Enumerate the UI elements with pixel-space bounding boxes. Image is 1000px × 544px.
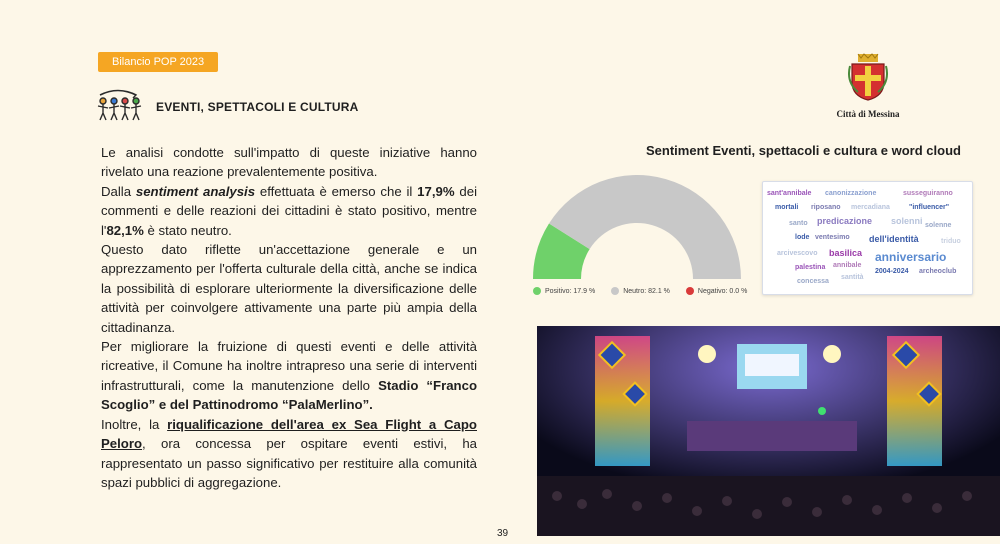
chart-title: Sentiment Eventi, spettacoli e cultura e word cloud <box>646 143 961 158</box>
legend-dot <box>686 287 694 295</box>
legend-label: Neutro: 82.1 % <box>623 287 670 295</box>
word-cloud-term: santo <box>789 220 808 227</box>
paragraph-2: Dalla sentiment analysis effettuata è emerso che il 17,9% dei commenti e delle reazioni dei cittadini è stato positivo, mentre l'82,1% è stato neutro. <box>101 183 477 238</box>
legend-item-positivo <box>533 287 595 295</box>
word-cloud-term: lode <box>795 234 810 241</box>
word-cloud-term: archeoclub <box>919 268 957 275</box>
crest-icon <box>848 52 888 102</box>
body-text <box>101 143 477 492</box>
legend-dot <box>533 287 541 295</box>
word-cloud-term: sant'annibale <box>767 190 812 197</box>
word-cloud-term: riposano <box>811 204 841 211</box>
legend-dot <box>611 287 619 295</box>
sentiment-gauge <box>530 168 754 284</box>
word-cloud-term: predicazione <box>817 216 873 226</box>
word-cloud-term: mercadiana <box>851 204 890 211</box>
paragraph-1: Le analisi condotte sull'impatto di queste iniziative hanno rivelato una reazione prevalentemente positiva. <box>101 145 477 180</box>
word-cloud-term: mortali <box>775 204 799 211</box>
legend-label: Positivo: 17.9 % <box>545 287 596 295</box>
word-cloud-term: anniversario <box>875 250 947 264</box>
word-cloud-term: annibale <box>833 262 862 269</box>
word-cloud-term: basilica <box>829 248 863 258</box>
people-icon <box>94 86 142 127</box>
paragraph-3: Questo dato riflette un'accettazione generale e un apprezzamento per l'offerta culturale della città, anche se indica la possibilità di esplorare ulteriormente la diversificazione delle attività per coinvolgere attivamente una parte più ampia della cittadinanza. <box>101 242 477 335</box>
word-cloud-term: susseguiranno <box>903 190 953 197</box>
legend-item-negativo <box>686 287 747 295</box>
legend-label: Negativo: 0.0 % <box>697 287 748 295</box>
word-cloud-term: palestina <box>795 264 826 271</box>
word-cloud-term: dell'identità <box>869 234 919 244</box>
word-cloud-term: concessa <box>797 278 829 285</box>
word-cloud-term: 2004-2024 <box>875 268 909 275</box>
paragraph-5: Inoltre, la riqualificazione dell'area ex Sea Flight a Capo Peloro, ora concessa per ospitare eventi estivi, ha rappresentato un passo significativo per restituire alla comunità spazi pubblici di aggregazione. <box>101 416 477 490</box>
word-cloud-term: santità <box>841 274 864 281</box>
report-badge: Bilancio POP 2023 <box>98 52 218 72</box>
word-cloud-term: solenni <box>891 216 923 226</box>
page-number: 39 <box>497 528 509 539</box>
legend-item-neutro <box>611 287 670 295</box>
gauge-legend <box>533 287 747 295</box>
word-cloud-term: ventesimo <box>815 234 850 241</box>
word-cloud <box>762 181 973 295</box>
paragraph-4: Per migliorare la fruizione di questi eventi e delle attività ricreative, il Comune ha inoltre intrapreso una serie di interventi infrastrutturali, come la manutenzione dello Stadio “Franco Scoglio” e del Pattinodromo “PalaMerlino”. <box>101 339 477 413</box>
word-cloud-term: solenne <box>925 222 952 229</box>
word-cloud-term: triduo <box>941 238 961 245</box>
concert-photo <box>537 326 1000 536</box>
word-cloud-term: "influencer" <box>909 204 950 211</box>
section-header <box>94 86 359 127</box>
word-cloud-term: arcivescovo <box>777 250 818 257</box>
word-cloud-term: canonizzazione <box>825 190 877 197</box>
city-crest <box>832 52 904 119</box>
crest-label: Città di Messina <box>836 109 900 119</box>
section-title: EVENTI, SPETTACOLI E CULTURA <box>156 99 359 114</box>
